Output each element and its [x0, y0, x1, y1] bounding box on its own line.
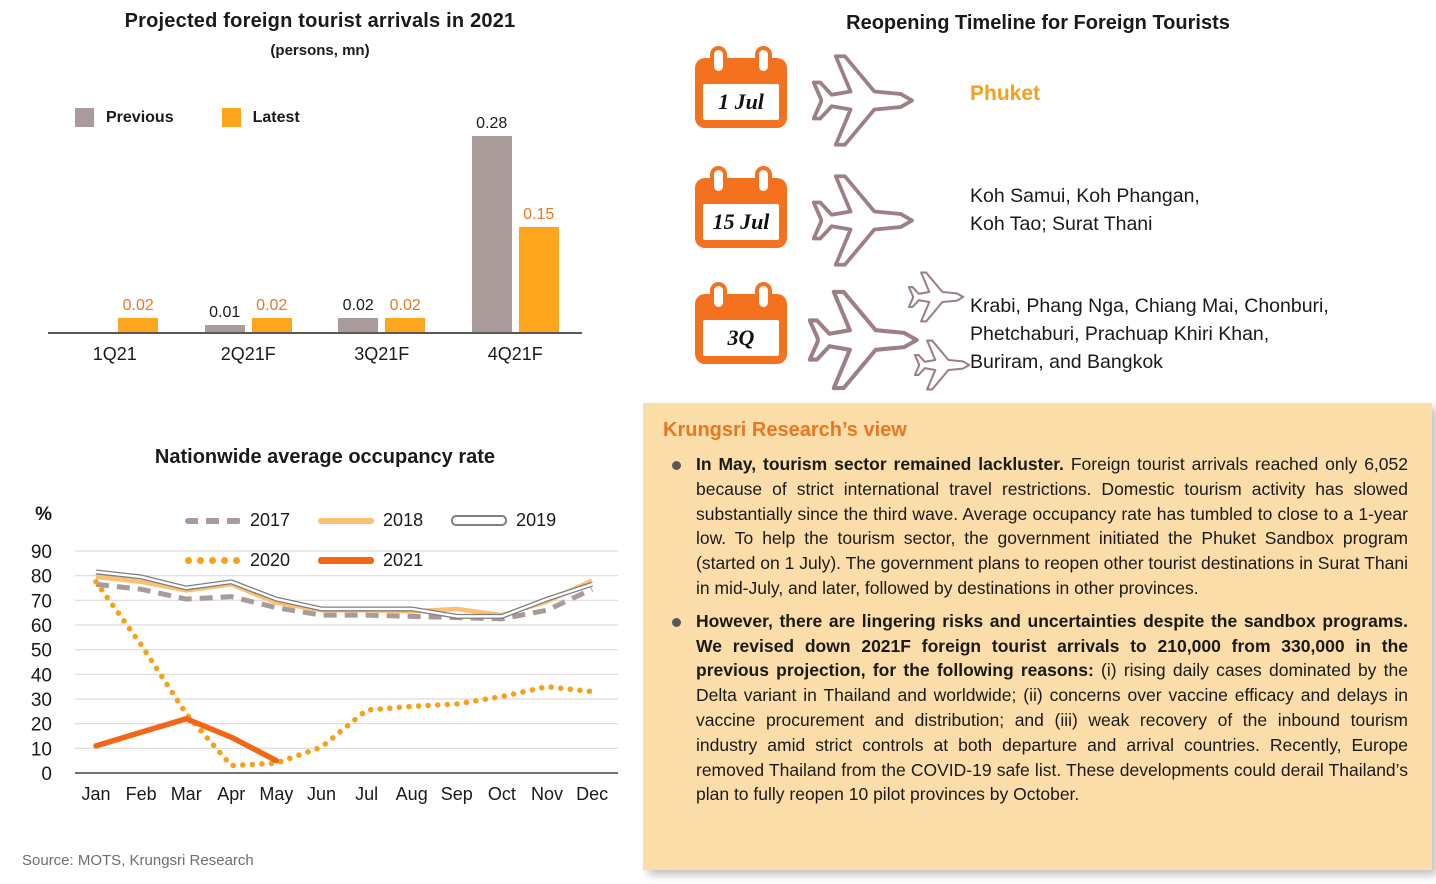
destination-row2 [970, 182, 1200, 238]
bar-value-label: 0.28 [476, 115, 508, 132]
bar-latest-3Q21F [385, 318, 425, 332]
destination-phuket: Phuket [970, 82, 1041, 105]
bullet-dot-icon [672, 618, 681, 627]
legend-label: Latest [252, 108, 300, 126]
x-tick-label: Mar [170, 784, 202, 804]
calendar-date: 1 Jul [703, 84, 779, 120]
legend-item-2019 [451, 510, 556, 531]
bar-group-3Q21F [336, 297, 427, 332]
x-tick-label: 2Q21F [220, 344, 276, 364]
bar-latest-4Q21F [519, 227, 559, 332]
occupancy-legend-row1 [185, 510, 556, 531]
bar-slot [383, 297, 427, 332]
calendar-date: 3Q [703, 320, 779, 356]
x-tick-label: 1Q21 [92, 344, 137, 364]
source-note: Source: MOTS, Krungsri Research [22, 852, 254, 869]
legend-label: 2020 [250, 550, 291, 570]
research-view-box [643, 403, 1432, 870]
bar-previous-4Q21F [472, 136, 512, 332]
calendar-ring [755, 46, 772, 75]
destination-line: Koh Samui, Koh Phangan, [970, 185, 1200, 207]
calendar-date: 15 Jul [703, 204, 779, 240]
destination-line: Koh Tao; Surat Thani [970, 213, 1153, 235]
bar-slot [203, 304, 247, 332]
calendar-ring [755, 282, 772, 311]
x-tick-label: 3Q21F [354, 344, 410, 364]
destination-line: Krabi, Phang Nga, Chiang Mai, Chonburi, [970, 295, 1329, 317]
bullet-text: However, there are lingering risks and uncertainties despite the sandbox programs. We revised down 2021F foreign tourist arrivals to 210,000 from 330,000 in the previous projection, for the following reasons: (i) rising daily cases dominated by the Delta variant in Thailand and worldwide; (ii) concerns over vaccine efficacy and delays in vaccine procurement and distribution; and (iii) weak recovery of the inbound tourism industry amid strict controls at both departure and arrival countries. Recently, Europe removed Thailand from the COVID-19 safe list. These developments could derail Thailand’s plan to fully reopen 10 pilot provinces by October. [696, 610, 1408, 805]
x-tick-label: Apr [217, 784, 246, 804]
y-tick-label: 0 [41, 764, 52, 785]
bar-value-label: 0.02 [342, 297, 374, 314]
calendar-ring [710, 282, 727, 311]
arrivals-bar-chart [0, 0, 640, 430]
calendar-icon [695, 282, 787, 364]
airplane-icon [812, 168, 917, 278]
calendar-ring [755, 166, 772, 195]
legend-label: 2021 [383, 550, 424, 570]
occupancy-line-chart [0, 430, 640, 830]
y-tick-label: 10 [30, 739, 52, 761]
bar-chart-title: Projected foreign tourist arrivals in 2021 [124, 10, 516, 32]
destination-row3 [970, 292, 1329, 376]
legend-label: 2018 [383, 510, 424, 530]
bar-value-label: 0.02 [256, 297, 288, 314]
x-tick-label: Jul [355, 784, 379, 804]
x-tick-label: Jan [81, 784, 111, 804]
bar-slot [250, 297, 294, 332]
legend-label: Previous [106, 108, 174, 126]
x-tick-label: Oct [487, 784, 516, 804]
y-axis-unit-label: % [35, 504, 52, 525]
bar-slot [116, 297, 160, 332]
calendar-ring [710, 166, 727, 195]
x-tick-label: Feb [125, 784, 157, 804]
destination-line: Buriram, and Bangkok [970, 351, 1163, 373]
legend-label: 2017 [250, 510, 291, 530]
bar-latest-1Q21 [118, 318, 158, 332]
destination-line: Phetchaburi, Prachuap Khiri Khan, [970, 323, 1270, 345]
legend-item-2021 [318, 550, 423, 571]
legend-item-2017 [185, 510, 290, 531]
bar-slot [470, 115, 514, 332]
y-tick-label: 70 [30, 591, 52, 613]
x-tick-label: Dec [576, 784, 609, 804]
x-tick-label: 4Q21F [487, 344, 543, 364]
bar-chart-subtitle: (persons, mn) [270, 42, 370, 59]
bar-latest-2Q21F [252, 318, 292, 332]
x-tick-label: Sep [440, 784, 473, 804]
airplane-icon-small [914, 336, 972, 399]
airplane-icon [808, 283, 922, 402]
bullet-item [663, 452, 1408, 601]
bar-slot [517, 206, 561, 332]
bar-plot-area [48, 100, 582, 334]
bar-previous-2Q21F [205, 325, 245, 332]
x-tick-label: Nov [530, 784, 564, 804]
bar-value-label: 0.02 [389, 297, 421, 314]
bar-group-1Q21 [69, 297, 160, 332]
bar-group-2Q21F [203, 297, 294, 332]
bullet-dot-icon [672, 461, 681, 470]
legend-item-2018 [318, 510, 423, 531]
bar-group-4Q21F [470, 115, 561, 332]
legend-item-2020 [185, 550, 290, 571]
airplane-icon-small [908, 268, 966, 331]
timeline-title: Reopening Timeline for Foreign Tourists [846, 12, 1230, 34]
airplane-icon [812, 48, 917, 158]
x-tick-label: May [259, 784, 294, 804]
bar-category-axis [48, 344, 582, 365]
y-tick-label: 50 [30, 640, 52, 662]
bullet-item [663, 609, 1408, 807]
occupancy-legend-row2 [185, 550, 423, 571]
series-2021-line [96, 719, 276, 761]
legend-label: 2019 [516, 510, 557, 530]
y-tick-label: 90 [30, 541, 52, 563]
y-tick-label: 20 [30, 714, 52, 736]
reopening-timeline [640, 0, 1436, 400]
x-tick-label: Aug [395, 784, 428, 804]
calendar-icon [695, 46, 787, 128]
calendar-ring [710, 46, 727, 75]
y-tick-label: 60 [30, 615, 52, 637]
bar-value-label: 0.02 [122, 297, 154, 314]
bar-previous-3Q21F [338, 318, 378, 332]
bar-value-label: 0.15 [523, 206, 555, 223]
occupancy-plot [0, 430, 640, 830]
research-view-title: Krungsri Research’s view [663, 419, 907, 441]
bar-slot [336, 297, 380, 332]
y-tick-label: 80 [30, 566, 52, 588]
bar-value-label: 0.01 [209, 304, 241, 321]
y-tick-label: 30 [30, 689, 52, 711]
y-tick-label: 40 [30, 665, 52, 687]
bullet-text: In May, tourism sector remained lackluster. Foreign tourist arrivals reached only 6,052 because of strict international travel restrictions. Domestic tourism activity has slowed substantially since the third wave. Average occupancy rate has tumbled to close to a 1-year low. To help the tourism sector, the government initiated the Phuket Sandbox program (started on 1 July). The government plans to reopen other tourist destinations in Surat Thani in mid-July, and later, followed by destinations in other provinces. [696, 454, 1408, 598]
occupancy-title: Nationwide average occupancy rate [154, 446, 496, 468]
x-tick-label: Jun [306, 784, 337, 804]
calendar-icon [695, 166, 787, 248]
